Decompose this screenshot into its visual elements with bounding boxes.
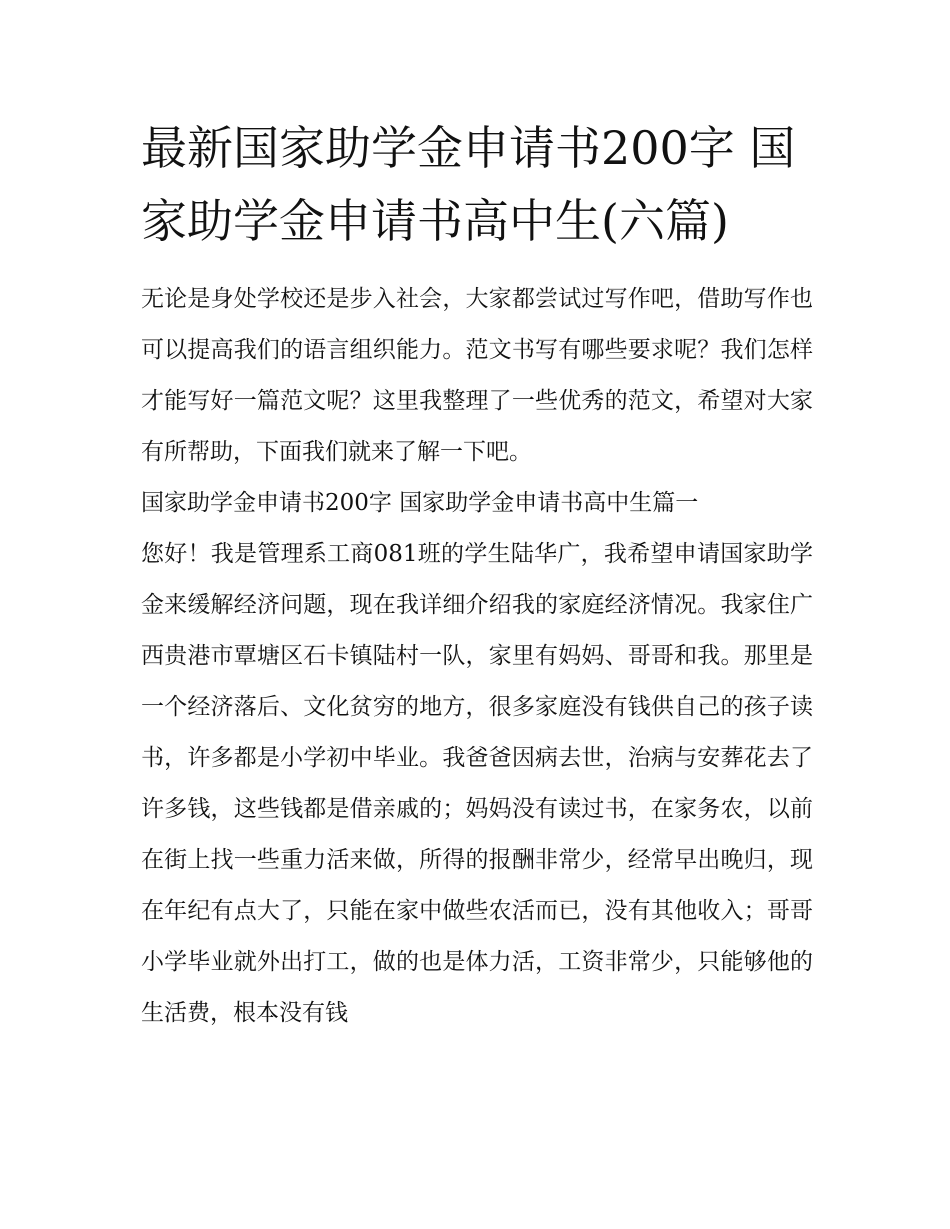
document-title: 最新国家助学金申请书200字 国家助学金申请书高中生(六篇): [141, 121, 796, 248]
document-content: [141, 112, 813, 1039]
section-heading: 国家助学金申请书200字 国家助学金申请书高中生篇一: [141, 490, 699, 516]
intro-paragraph: 无论是身处学校还是步入社会，大家都尝试过写作吧，借助写作也可以提高我们的语言组织能力。范文书写有哪些要求呢？我们怎样才能写好一篇范文呢？这里我整理了一些优秀的范文，希望对大家有所帮助，下面我们就来了解一下吧。: [141, 286, 813, 465]
body-paragraph: 您好！我是管理系工商081班的学生陆华广，我希望申请国家助学金来缓解经济问题，现在我详细介绍我的家庭经济情况。我家住广西贵港市覃塘区石卡镇陆村一队，家里有妈妈、哥哥和我。那里是一个经济落后、文化贫穷的地方，很多家庭没有钱供自己的孩子读书，许多都是小学初中毕业。我爸爸因病去世，治病与安葬花去了许多钱，这些钱都是借亲戚的；妈妈没有读过书，在家务农，以前在街上找一些重力活来做，所得的报酬非常少，经常早出晚归，现在年纪有点大了，只能在家中做些农活而已，没有其他收入；哥哥小学毕业就外出打工，做的也是体力活，工资非常少，只能够他的生活费，根本没有钱: [141, 541, 813, 1026]
